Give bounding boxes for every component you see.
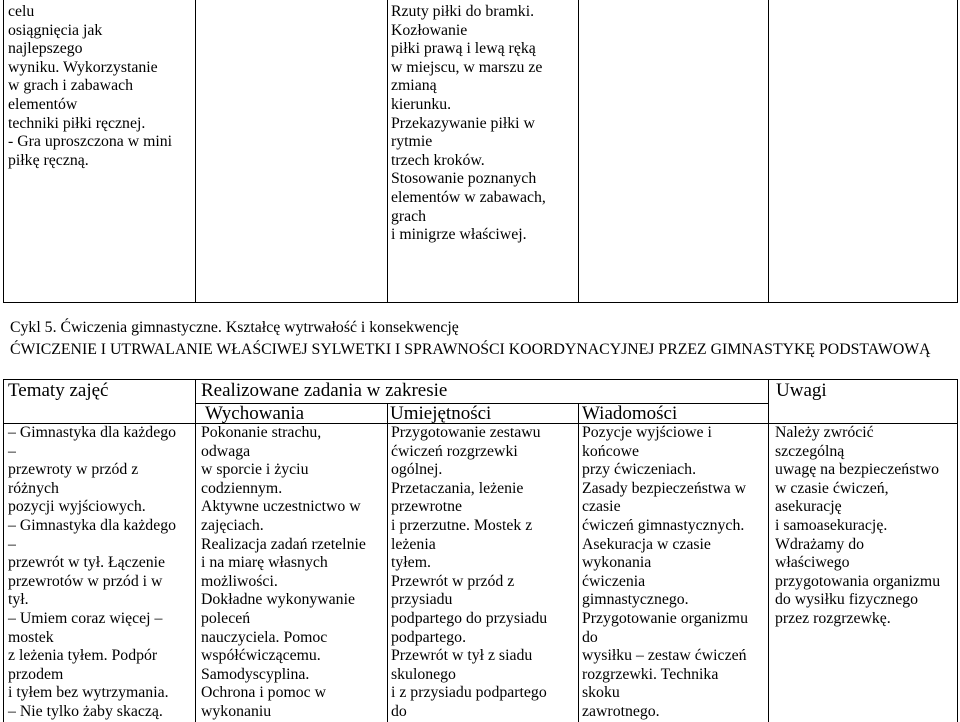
previous-topics-text: celu osiągnięcia jak najlepszego wyniku. Wykorzystanie w grach i zabawach elementów techniki piłki ręcznej. - Gra uproszczona w mini piłkę ręczną.	[8, 3, 173, 169]
skills-cell	[387, 423, 579, 722]
notes-cell	[768, 423, 958, 722]
upbringing-cell	[195, 423, 388, 722]
previous-upbringing-cell	[195, 0, 388, 303]
header-skills: Umiejętności	[390, 403, 492, 424]
topics-cell	[3, 423, 196, 722]
header-realized: Realizowane zadania w zakresie	[201, 380, 448, 401]
previous-topics-cell	[3, 0, 196, 303]
skills-text: Przygotowanie zestawu ćwiczeń rozgrzewki ogólnej. Przetaczania, leżenie przewrotne i przerzutne. Mostek z leżenia tyłem. Przewrót w przód z przysiadu podpartego do przysiadu podpartego. Przewrót w tył z siadu skulonego i z przysiadu podpartego do	[391, 424, 548, 720]
header-notes: Uwagi	[776, 380, 827, 401]
notes-text: Należy zwrócić szczególną uwagę na bezpieczeństwo w czasie ćwiczeń, asekurację i samoasekurację. Wdrażamy do właściwego przygotowania organizmu do wysiłku fizycznego przez rozgrzewkę.	[775, 424, 941, 627]
previous-skills-cell	[387, 0, 579, 303]
cycle-title: Cykl 5. Ćwiczenia gimnastyczne. Kształcę wytrwałość i konsekwencję	[10, 319, 459, 336]
header-upbringing-cell	[195, 403, 388, 424]
topics-text: – Gimnastyka dla każdego – przewroty w przód z różnych pozycji wyjściowych. – Gimnastyka dla każdego – przewrót w tył. Łączenie przewrotów w przód i w tył. – Umiem coraz więcej – mostek z leżenia tyłem. Podpór przodem i tyłem bez wytrzymania. – Nie tylko żaby skaczą.	[8, 424, 177, 720]
previous-knowledge-cell	[578, 0, 769, 303]
header-topics: Tematy zajęć	[8, 380, 109, 401]
header-notes-cell	[768, 379, 958, 424]
header-knowledge: Wiadomości	[582, 403, 678, 424]
header-knowledge-cell	[578, 403, 769, 424]
header-upbringing: Wychowania	[205, 403, 305, 424]
header-realized-cell	[195, 379, 769, 404]
upbringing-text: Pokonanie strachu, odwaga w sporcie i życiu codziennym. Aktywne uczestnictwo w zajęciach. Realizacja zadań rzetelnie i na miarę własnych możliwości. Dokładne wykonywanie poleceń nauczyciela. Pomoc współćwiczącemu. Samodyscyplina. Ochrona i pomoc w wykonaniu	[201, 424, 366, 720]
knowledge-text: Pozycje wyjściowe i końcowe przy ćwiczeniach. Zasady bezpieczeństwa w czasie ćwiczeń gimnastycznych. Asekuracja w czasie wykonania ćwiczenia gimnastycznego. Przygotowanie organizmu do wysiłku – zestaw ćwiczeń rozgrzewki. Technika skoku zawrotnego.	[582, 424, 748, 720]
header-topics-cell	[3, 379, 196, 424]
knowledge-cell	[578, 423, 769, 722]
cycle-subtitle: ĆWICZENIE I UTRWALANIE WŁAŚCIWEJ SYLWETKI I SPRAWNOŚCI KOORDYNACYJNEJ PRZEZ GIMNASTYKĘ PODSTAWOWĄ	[10, 341, 931, 358]
header-skills-cell	[387, 403, 579, 424]
previous-notes-cell	[768, 0, 958, 303]
previous-skills-text: Rzuty piłki do bramki. Kozłowanie piłki prawą i lewą ręką w miejscu, w marszu ze zmianą kierunku. Przekazywanie piłki w rytmie trzech kroków. Stosowanie poznanych elementów w zabawach, grach i minigrze właściwej.	[391, 3, 546, 244]
